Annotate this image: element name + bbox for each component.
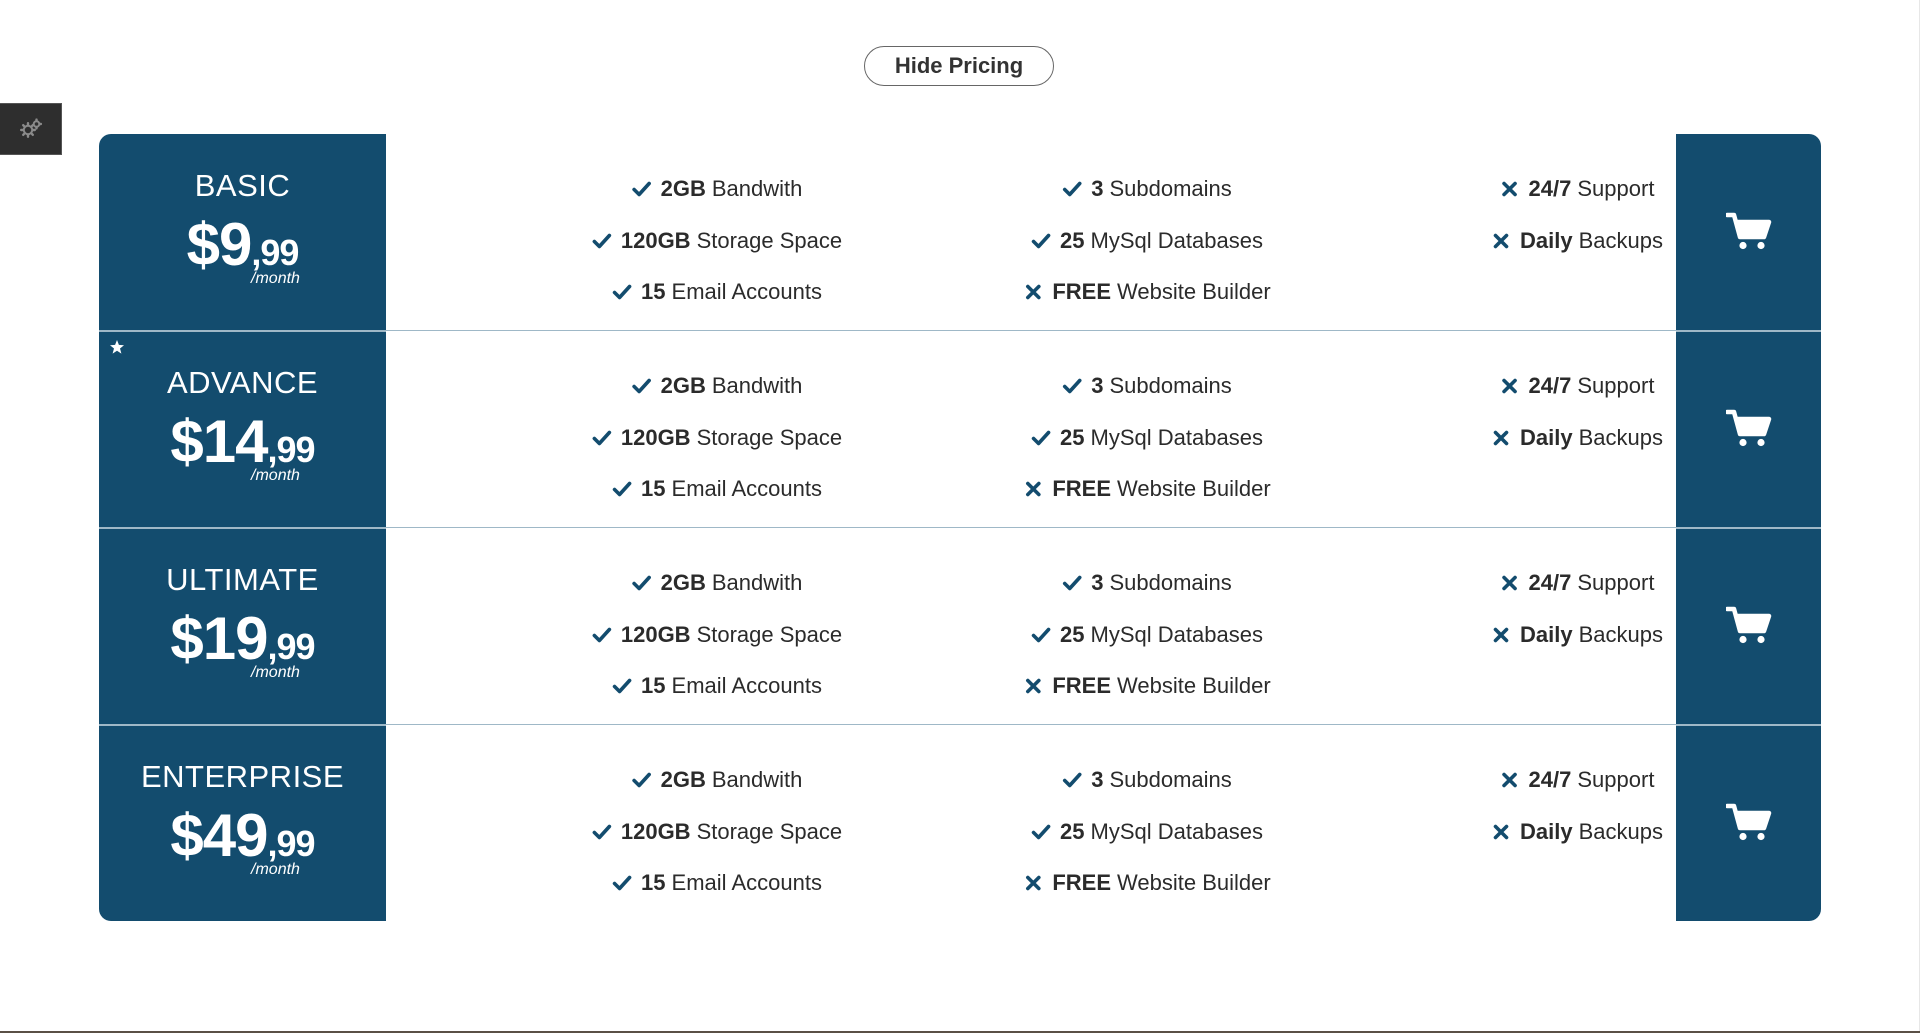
check-icon <box>632 573 652 593</box>
feature-item <box>1500 371 1655 401</box>
plan-name: ENTERPRISE <box>140 759 345 794</box>
hide-pricing-button[interactable]: Hide Pricing <box>864 46 1054 86</box>
check-icon <box>612 873 632 893</box>
pricing-table <box>99 134 1821 921</box>
check-icon <box>1062 179 1082 199</box>
feature-value: 24/7 <box>1528 570 1572 595</box>
cross-icon <box>1500 573 1520 593</box>
feature-item <box>632 765 803 795</box>
feature-item <box>612 474 822 504</box>
check-icon <box>1062 376 1082 396</box>
feature-value: 15 <box>641 870 666 895</box>
feature-item <box>1491 620 1663 650</box>
check-icon <box>632 770 652 790</box>
plan-summary <box>99 528 386 724</box>
feature-item <box>592 423 842 453</box>
plan-period: /month <box>251 861 300 878</box>
cross-icon <box>1491 625 1511 645</box>
plan-price-cents: ,99 <box>267 823 315 864</box>
feature-value: FREE <box>1052 673 1112 698</box>
feature-item <box>592 226 842 256</box>
feature-item <box>1023 671 1270 701</box>
cross-icon <box>1491 428 1511 448</box>
feature-item <box>1023 474 1270 504</box>
plan-features <box>386 528 1676 724</box>
plan-price-amount: $14 <box>170 408 268 475</box>
feature-label: Backups <box>1578 622 1663 647</box>
feature-value: 25 <box>1060 622 1085 647</box>
feature-label: Backups <box>1578 228 1663 253</box>
plan-row-1 <box>99 331 1821 527</box>
add-to-cart-button[interactable] <box>1676 528 1821 724</box>
check-icon <box>1031 231 1051 251</box>
feature-value: FREE <box>1052 476 1112 501</box>
feature-value: 2GB <box>660 176 706 201</box>
feature-value: Daily <box>1520 228 1573 253</box>
feature-label: Subdomains <box>1109 176 1232 201</box>
feature-value: 15 <box>641 279 666 304</box>
feature-item <box>1491 423 1663 453</box>
feature-label: Backups <box>1578 819 1663 844</box>
feature-label: Support <box>1577 767 1655 792</box>
feature-item <box>1031 226 1263 256</box>
cross-icon <box>1500 770 1520 790</box>
plan-price-cents: ,99 <box>267 626 315 667</box>
feature-value: 15 <box>641 476 666 501</box>
feature-value: 2GB <box>660 373 706 398</box>
feature-item <box>612 277 822 307</box>
feature-label: MySql Databases <box>1090 425 1263 450</box>
plan-name: ULTIMATE <box>166 562 319 597</box>
feature-value: 24/7 <box>1528 767 1572 792</box>
feature-value: 25 <box>1060 425 1085 450</box>
cart-icon <box>1726 409 1772 449</box>
feature-value: 25 <box>1060 819 1085 844</box>
feature-value: Daily <box>1520 425 1573 450</box>
feature-value: 3 <box>1091 176 1104 201</box>
check-icon <box>592 428 612 448</box>
feature-value: 120GB <box>620 819 691 844</box>
feature-label: Email Accounts <box>671 673 822 698</box>
feature-value: 24/7 <box>1528 373 1572 398</box>
feature-item <box>1500 174 1655 204</box>
feature-label: Storage Space <box>696 425 843 450</box>
feature-label: Bandwith <box>711 176 803 201</box>
plan-summary <box>99 331 386 527</box>
check-icon <box>1062 770 1082 790</box>
check-icon <box>1031 822 1051 842</box>
feature-item <box>1031 817 1263 847</box>
feature-value: 25 <box>1060 228 1085 253</box>
feature-value: 3 <box>1091 767 1104 792</box>
check-icon <box>632 376 652 396</box>
plan-name: BASIC <box>194 168 291 203</box>
feature-item <box>1500 568 1655 598</box>
feature-label: Support <box>1577 176 1655 201</box>
cross-icon <box>1023 479 1043 499</box>
feature-label: Storage Space <box>696 819 843 844</box>
feature-value: 2GB <box>660 767 706 792</box>
feature-label: Subdomains <box>1109 570 1232 595</box>
cross-icon <box>1500 376 1520 396</box>
check-icon <box>1031 428 1051 448</box>
check-icon <box>612 676 632 696</box>
feature-label: Bandwith <box>711 767 803 792</box>
plan-price <box>99 407 386 476</box>
feature-label: Website Builder <box>1117 870 1271 895</box>
plan-row-2 <box>99 528 1821 724</box>
plan-price-cents: ,99 <box>251 232 299 273</box>
plan-name: ADVANCE <box>166 365 319 400</box>
feature-item <box>1023 868 1270 898</box>
plan-price-amount: $49 <box>170 802 268 869</box>
plan-period: /month <box>251 270 300 287</box>
feature-value: 120GB <box>620 228 691 253</box>
check-icon <box>1031 625 1051 645</box>
check-icon <box>632 179 652 199</box>
feature-label: Website Builder <box>1117 476 1271 501</box>
feature-item <box>1500 765 1655 795</box>
add-to-cart-button[interactable] <box>1676 725 1821 921</box>
feature-label: Storage Space <box>696 228 843 253</box>
feature-item <box>1491 817 1663 847</box>
feature-value: 3 <box>1091 570 1104 595</box>
feature-label: Storage Space <box>696 622 843 647</box>
feature-label: MySql Databases <box>1090 622 1263 647</box>
feature-item <box>1062 568 1232 598</box>
feature-value: 15 <box>641 673 666 698</box>
feature-item <box>632 371 803 401</box>
plan-price <box>99 604 386 673</box>
feature-item <box>1031 620 1263 650</box>
feature-item <box>592 817 842 847</box>
feature-label: Email Accounts <box>671 279 822 304</box>
feature-label: Bandwith <box>711 373 803 398</box>
plan-price-amount: $19 <box>170 605 268 672</box>
add-to-cart-button[interactable] <box>1676 134 1821 330</box>
feature-value: Daily <box>1520 819 1573 844</box>
cross-icon <box>1500 179 1520 199</box>
cross-icon <box>1023 282 1043 302</box>
feature-value: 120GB <box>620 622 691 647</box>
feature-label: Email Accounts <box>671 476 822 501</box>
feature-value: Daily <box>1520 622 1573 647</box>
feature-item <box>592 620 842 650</box>
check-icon <box>612 282 632 302</box>
plan-features <box>386 134 1676 330</box>
feature-value: FREE <box>1052 870 1112 895</box>
plan-summary <box>99 725 386 921</box>
plan-price-amount: $9 <box>186 211 252 278</box>
cross-icon <box>1491 231 1511 251</box>
cart-icon <box>1726 212 1772 252</box>
feature-value: FREE <box>1052 279 1112 304</box>
cross-icon <box>1023 873 1043 893</box>
feature-item <box>632 568 803 598</box>
cart-icon <box>1726 606 1772 646</box>
feature-item <box>612 671 822 701</box>
check-icon <box>1062 573 1082 593</box>
feature-label: MySql Databases <box>1090 228 1263 253</box>
feature-item <box>1023 277 1270 307</box>
cart-icon <box>1726 803 1772 843</box>
feature-label: Website Builder <box>1117 673 1271 698</box>
check-icon <box>592 625 612 645</box>
feature-value: 24/7 <box>1528 176 1572 201</box>
feature-item <box>1062 765 1232 795</box>
cross-icon <box>1023 676 1043 696</box>
check-icon <box>592 822 612 842</box>
feature-item <box>1491 226 1663 256</box>
feature-label: Support <box>1577 570 1655 595</box>
plan-row-3 <box>99 725 1821 921</box>
feature-item <box>1062 174 1232 204</box>
cross-icon <box>1491 822 1511 842</box>
feature-item <box>612 868 822 898</box>
feature-label: Website Builder <box>1117 279 1271 304</box>
feature-label: Backups <box>1578 425 1663 450</box>
plan-price <box>99 210 386 279</box>
feature-label: Subdomains <box>1109 373 1232 398</box>
check-icon <box>612 479 632 499</box>
feature-label: Bandwith <box>711 570 803 595</box>
feature-label: Email Accounts <box>671 870 822 895</box>
plan-price <box>99 801 386 870</box>
feature-item <box>632 174 803 204</box>
settings-panel-toggle[interactable] <box>0 103 62 155</box>
plan-features <box>386 331 1676 527</box>
add-to-cart-button[interactable] <box>1676 331 1821 527</box>
plan-summary <box>99 134 386 330</box>
feature-label: MySql Databases <box>1090 819 1263 844</box>
check-icon <box>592 231 612 251</box>
feature-value: 3 <box>1091 373 1104 398</box>
feature-label: Support <box>1577 373 1655 398</box>
plan-price-cents: ,99 <box>267 429 315 470</box>
plan-row-0 <box>99 134 1821 330</box>
gears-icon <box>18 116 44 142</box>
feature-label: Subdomains <box>1109 767 1232 792</box>
feature-value: 120GB <box>620 425 691 450</box>
plan-period: /month <box>251 664 300 681</box>
feature-item <box>1062 371 1232 401</box>
plan-features <box>386 725 1676 921</box>
feature-item <box>1031 423 1263 453</box>
feature-value: 2GB <box>660 570 706 595</box>
star-icon <box>109 339 125 355</box>
plan-period: /month <box>251 467 300 484</box>
